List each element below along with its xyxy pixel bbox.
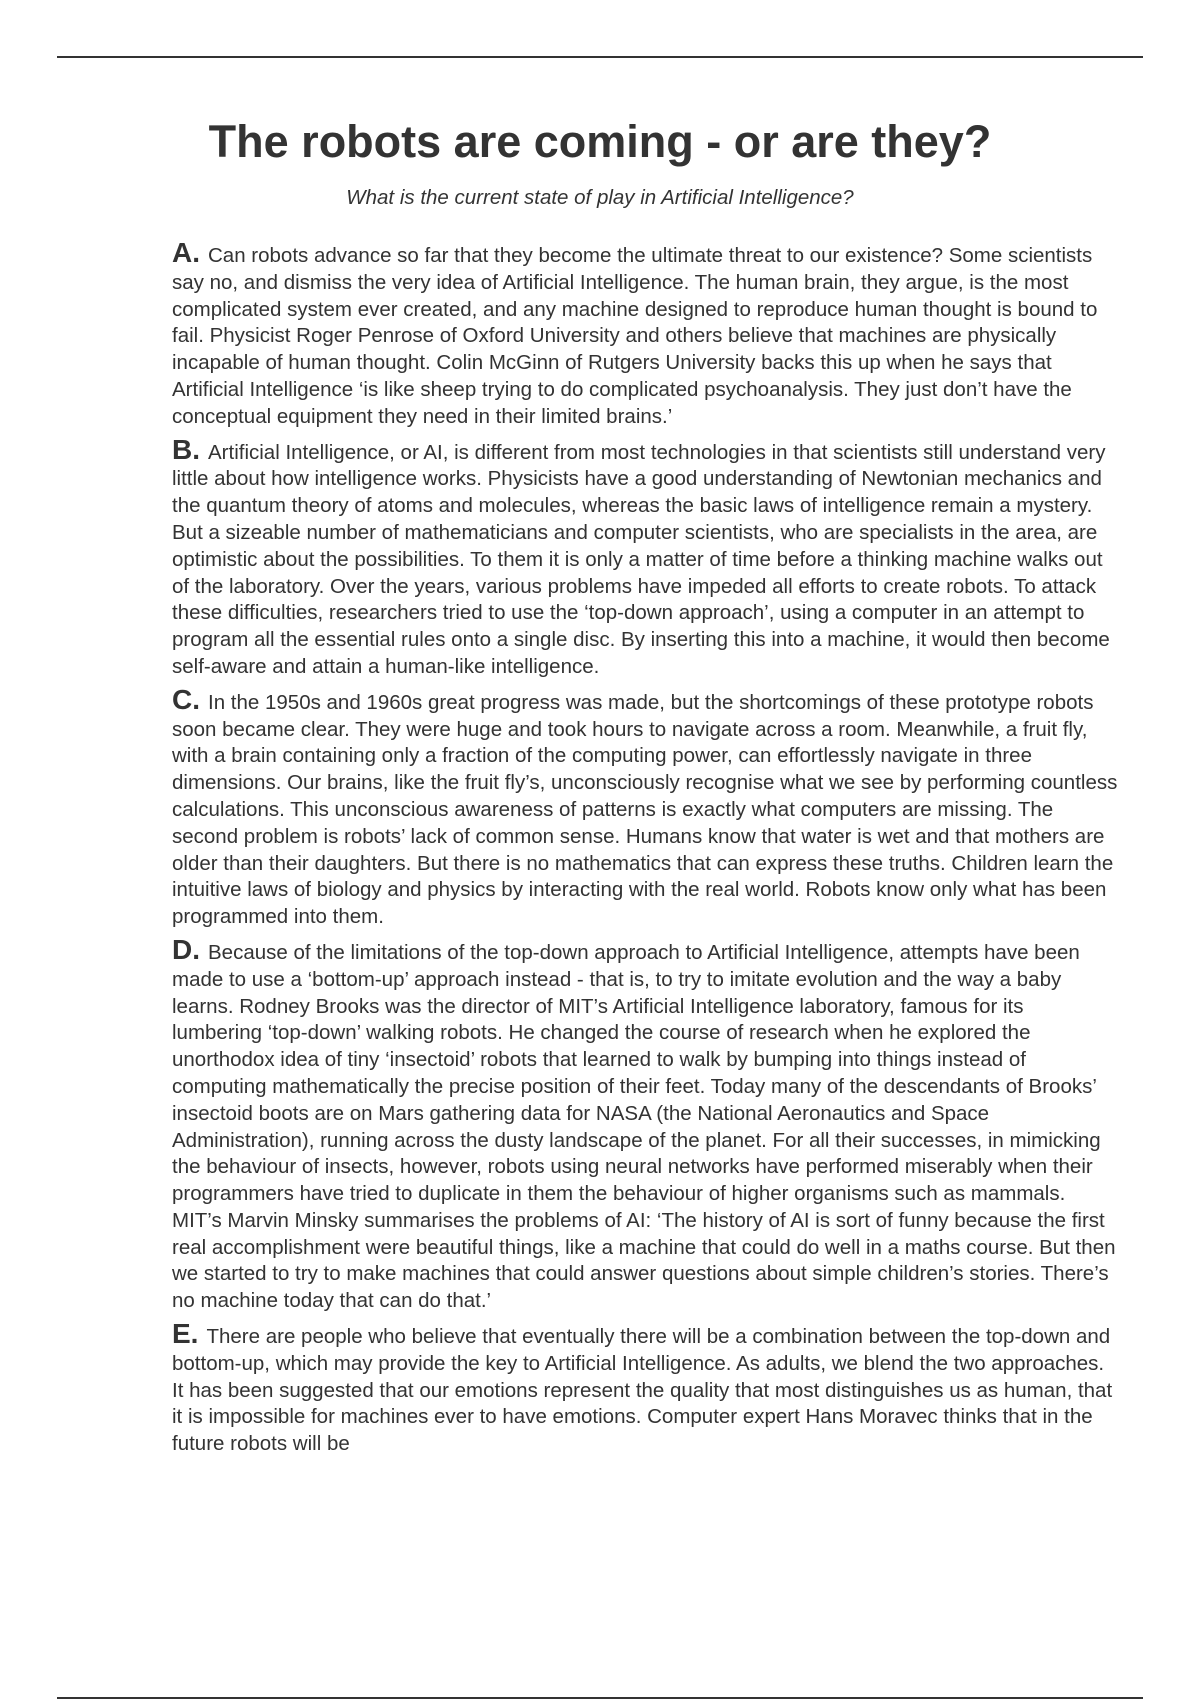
bottom-rule — [57, 1697, 1143, 1699]
paragraph-text: Because of the limitations of the top-down approach to Artificial Intelligence, attempts have been made to use a ‘bottom-up’ approach instead - that is, to try to imitate evolution and the way a baby learns. Rodney Brooks was the director of MIT’s Artificial Intelligence laboratory, famous for its lumbering ‘top-down’ walking robots. He changed the course of research when he explored the unorthodox idea of tiny ‘insectoid’ robots that learned to walk by bumping into things instead of computing mathematically the precise position of their feet. Today many of the descendants of Brooks’ insectoid boots are on Mars gathering data for NASA (the National Aeronautics and Space Administration), running across the dusty landscape of the planet. For all their successes, in mimicking the behaviour of insects, however, robots using neural networks have performed miserably when their programmers have tried to duplicate in them the behaviour of higher organisms such as mammals. MIT’s Marvin Minsky summarises the problems of AI: ‘The history of AI is sort of funny because the first real accomplishment were beautiful things, like a machine that could do well in a maths course. But then we started to try to make machines that could answer questions about simple children’s stories. There’s no machine today that can do that.’ — [172, 940, 1116, 1313]
paragraph-a — [172, 237, 1118, 431]
page-subtitle: What is the current state of play in Artificial Intelligence? — [346, 186, 854, 209]
page-title: The robots are coming - or are they? — [208, 116, 992, 167]
paragraph-text: Artificial Intelligence, or AI, is different from most technologies in that scientists still understand very little about how intelligence works. Physicists have a good understanding of Newtonian mechanics and the quantum theory of atoms and molecules, whereas the basic laws of intelligence remain a mystery. But a sizeable number of mathematicians and computer scientists, who are specialists in the area, are optimistic about the possibilities. To them it is only a matter of time before a thinking machine walks out of the laboratory. Over the years, various problems have impeded all efforts to create robots. To attack these difficulties, researchers tried to use the ‘top-down approach’, using a computer in an attempt to program all the essential rules onto a single disc. By inserting this into a machine, it would then become self-aware and attain a human-like intelligence. — [172, 440, 1110, 678]
paragraph-text: There are people who believe that eventually there will be a combination between the top-down and bottom-up, which may provide the key to Artificial Intelligence. As adults, we blend the two approaches. It has been suggested that our emotions represent the quality that most distinguishes us as human, that it is impossible for machines ever to have emotions. Computer expert Hans Moravec thinks that in the future robots will be — [172, 1325, 1113, 1456]
paragraph-b — [172, 433, 1118, 681]
top-rule — [57, 56, 1143, 58]
paragraph-letter: D. — [172, 933, 200, 965]
paragraph-e — [172, 1318, 1118, 1458]
paragraph-d — [172, 933, 1118, 1315]
paragraph-letter: E. — [172, 1318, 199, 1350]
paragraph-letter: C. — [172, 683, 200, 715]
paragraph-text: Can robots advance so far that they become the ultimate threat to our existence? Some scientists say no, and dismiss the very idea of Artificial Intelligence. The human brain, they argue, is the most complicated system ever created, and any machine designed to reproduce human thought is bound to fail. Physicist Roger Penrose of Oxford University and others believe that machines are physically incapable of human thought. Colin McGinn of Rutgers University backs this up when he says that Artificial Intelligence ‘is like sheep trying to do complicated psychoanalysis. They just don’t have the conceptual equipment they need in their limited brains.’ — [172, 244, 1098, 428]
paragraph-letter: B. — [172, 433, 200, 465]
paragraph-letter: A. — [172, 237, 200, 268]
article-body — [172, 237, 1118, 1464]
paragraph-c — [172, 683, 1118, 931]
paragraph-text: In the 1950s and 1960s great progress was made, but the shortcomings of these prototype robots soon became clear. They were huge and took hours to navigate across a room. Meanwhile, a fruit fly, with a brain containing only a fraction of the computing power, can effortlessly navigate in three dimensions. Our brains, like the fruit fly’s, unconsciously recognise what we see by performing countless calculations. This unconscious awareness of patterns is exactly what computers are missing. The second problem is robots’ lack of common sense. Humans know that water is wet and that mothers are older than their daughters. But there is no mathematics that can express these truths. Children learn the intuitive laws of biology and physics by interacting with the real world. Robots know only what has been programmed into them. — [172, 690, 1118, 929]
